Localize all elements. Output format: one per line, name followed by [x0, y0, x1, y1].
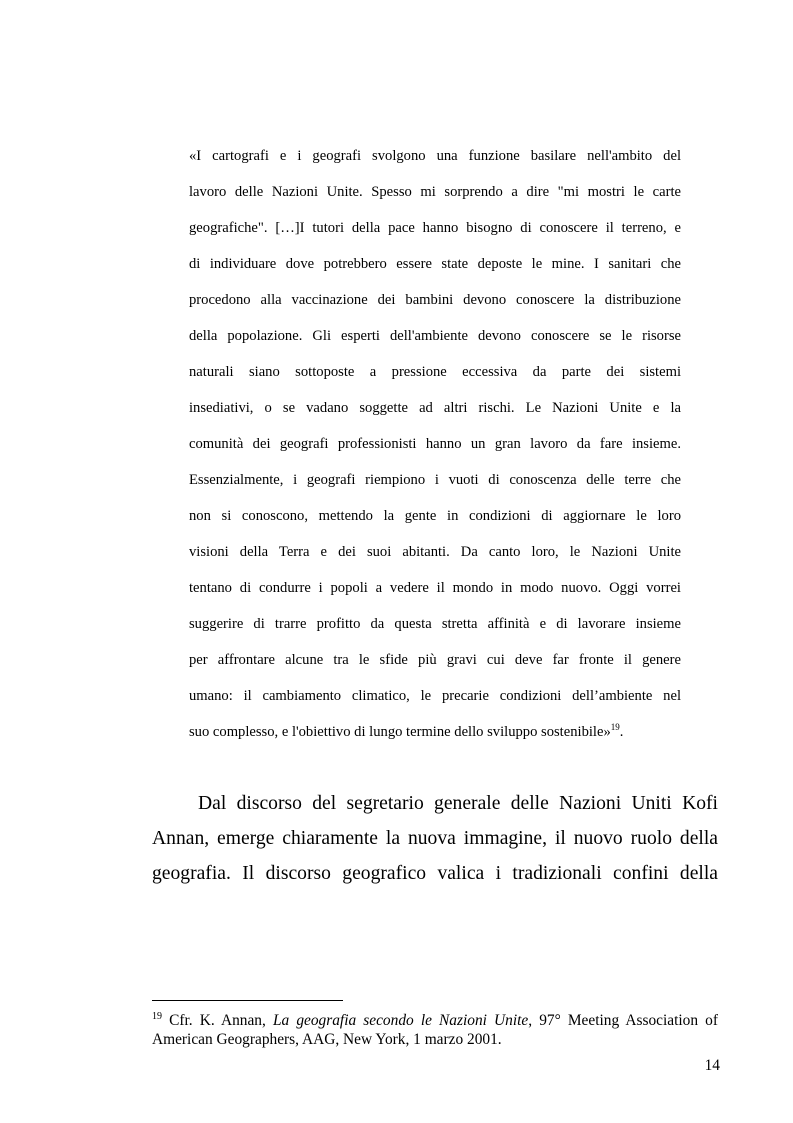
body-line: Annan, emerge chiaramente la nuova immagine, il nuovo ruolo della — [152, 828, 718, 849]
quote-line: naturali siano sottoposte a pressione eccessiva da parte dei sistemi — [189, 364, 681, 380]
quote-line: tentano di condurre i popoli a vedere il mondo in modo nuovo. Oggi vorrei — [189, 580, 681, 596]
footnote-title: La geografia secondo le Nazioni Unite — [272, 1012, 529, 1029]
quote-line: per affrontare alcune tra le sfide più gravi cui deve far fronte il genere — [189, 652, 681, 668]
quote-last-line-text: suo complesso, e l'obiettivo di lungo termine dello sviluppo sostenibile» — [189, 724, 611, 740]
quote-line: procedono alla vaccinazione dei bambini devono conoscere la distribuzione — [189, 292, 681, 308]
quote-line: comunità dei geografi professionisti hanno un gran lavoro da fare insieme. — [189, 436, 681, 452]
body-line: geografia. Il discorso geografico valica i tradizionali confini della — [152, 863, 718, 884]
footnote-line — [152, 1011, 718, 1030]
body-line: Dal discorso del segretario generale delle Nazioni Uniti Kofi — [198, 793, 718, 814]
footnote-number: 19 — [152, 1010, 162, 1022]
quote-line: della popolazione. Gli esperti dell'ambiente devono conoscere se le risorse — [189, 328, 681, 344]
quote-line: insediativi, o se vadano soggette ad altri rischi. Le Nazioni Unite e la — [189, 400, 681, 416]
quote-line: geografiche". […]I tutori della pace hanno bisogno di conoscere il terreno, e — [189, 220, 681, 236]
quote-line: di individuare dove potrebbero essere state deposte le mine. I sanitari che — [189, 256, 681, 272]
quote-line: non si conoscono, mettendo la gente in condizioni di aggiornare le loro — [189, 508, 681, 524]
quote-line: suggerire di trarre profitto da questa stretta affinità e di lavorare insieme — [189, 616, 681, 632]
quote-line: visioni della Terra e dei suoi abitanti. Da canto loro, le Nazioni Unite — [189, 544, 681, 560]
quote-line: lavoro delle Nazioni Unite. Spesso mi sorprendo a dire "mi mostri le carte — [189, 184, 681, 200]
quote-last-line — [189, 722, 681, 742]
quote-line: umano: il cambiamento climatico, le precarie condizioni dell’ambiente nel — [189, 688, 681, 704]
footnote-separator — [152, 1000, 343, 1001]
footnote-suffix: , 97° Meeting Association of — [528, 1012, 718, 1029]
footnote-prefix: Cfr. K. Annan, — [162, 1012, 273, 1029]
quote-line: Essenzialmente, i geografi riempiono i vuoti di conoscenza delle terre che — [189, 472, 681, 488]
quote-end-punctuation: . — [619, 724, 624, 740]
page-number: 14 — [704, 1057, 720, 1074]
footnote-reference[interactable]: 19 — [610, 722, 620, 733]
quote-line: «I cartografi e i geografi svolgono una funzione basilare nell'ambito del — [189, 148, 681, 164]
footnote-line: American Geographers, AAG, New York, 1 marzo 2001. — [152, 1031, 502, 1048]
